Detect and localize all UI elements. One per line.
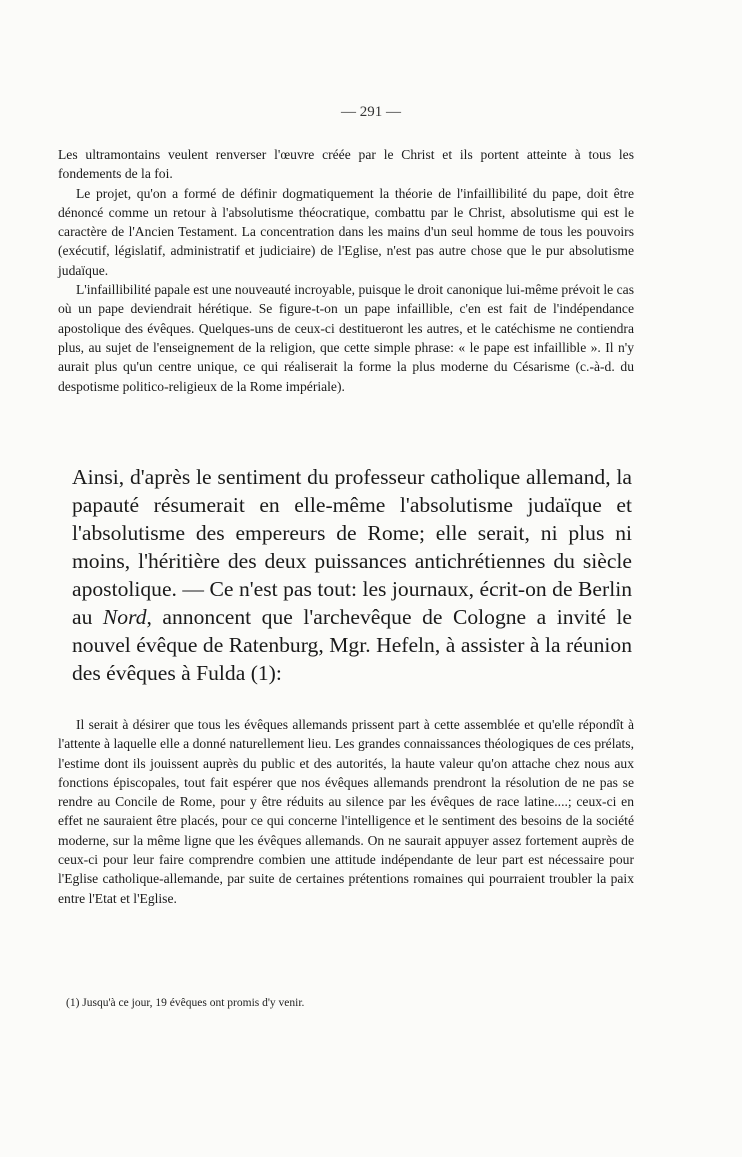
quoted-text-block (58, 715, 634, 908)
footnote: (1) Jusqu'à ce jour, 19 évêques ont promis d'y venir. (66, 997, 305, 1009)
paragraph-quote: Il serait à désirer que tous les évêques allemands prissent part à cette assemblée et qu'elle répondît à l'attente à laquelle elle a donné naturellement lieu. Les grandes connaissances théologiques de ces prélats, l'estime dont ils jouissent auprès du public et des autorités, la haute valeur qu'on attache chez nous aux fonctions épiscopales, tout fait espérer que nos évêques allemands prendront la résolution de ne pas se rendre au Concile de Rome, pour y être réduits au silence par les évêques de race latine....; ceux-ci en effet ne sauraient être placés, pour ce qui concerne l'intelligence et le sentiment des besoins de la société moderne, sur la même ligne que les évêques allemands. On ne saurait appuyer assez fortement auprès de ceux-ci pour leur faire comprendre combien une attitude indépendante de leur part est nécessaire pour l'Eglise catholique-allemande, par suite de certaines prétentions romaines qui pourraient troubler la paix entre l'Etat et l'Eglise. (58, 717, 634, 906)
upper-text-block (58, 145, 634, 396)
main-paragraph (72, 463, 632, 687)
journal-name: Nord (102, 605, 147, 629)
paragraph-projet: Le projet, qu'on a formé de définir dogmatiquement la théorie de l'infaillibilité du pape, doit être dénoncé comme un retour à l'absolutisme théocratique, combattu par le Christ, absolutisme qui est le caractère de l'Ancien Testament. La concentration dans les mains d'un seul homme de tous les pouvoirs (exécutif, législatif, administratif et judiciaire) de l'Eglise, n'est pas autre chose que le pur absolutisme judaïque. (58, 185, 634, 278)
page-number: — 291 — (341, 104, 401, 120)
main-text-end: , annoncent que l'archevêque de Cologne a invité le nouvel évêque de Ratenburg, Mgr. Hefeln, à assister à la réunion des évêques à Fulda (1): (72, 605, 633, 685)
main-text-start: Ainsi, d'après le sentiment du professeur catholique allemand, la papauté résumerait en elle-même l'absolutisme judaïque et l'absolutisme des empereurs de Rome; elle serait, ni plus ni moins, l'héritière des deux puissances antichrétiennes du siècle apostolique. — Ce n'est pas tout: les journaux, écrit-on de Berlin au (72, 465, 632, 629)
paragraph-infaillibilite: L'infaillibilité papale est une nouveauté incroyable, puisque le droit canonique lui-même prévoit le cas où un pape deviendrait hérétique. Se figure-t-on un pape infaillible, c'en est fait de l'indépendance apostolique des évêques. Quelques-uns de ceux-ci destitueront les autres, et le catéchisme ne contiendra plus, au sujet de l'enseignement de la religion, que cette simple phrase: « le pape est infaillible ». Il n'y aurait plus qu'un centre unique, ce qui réaliserait la forme la plus moderne du Césarisme (c.-à-d. du despotisme politico-religieux de la Rome impériale). (58, 282, 634, 394)
paragraph-ultramontains: Les ultramontains veulent renverser l'œuvre créée par le Christ et ils portent atteinte à tous les fondements de la foi. (58, 147, 634, 182)
